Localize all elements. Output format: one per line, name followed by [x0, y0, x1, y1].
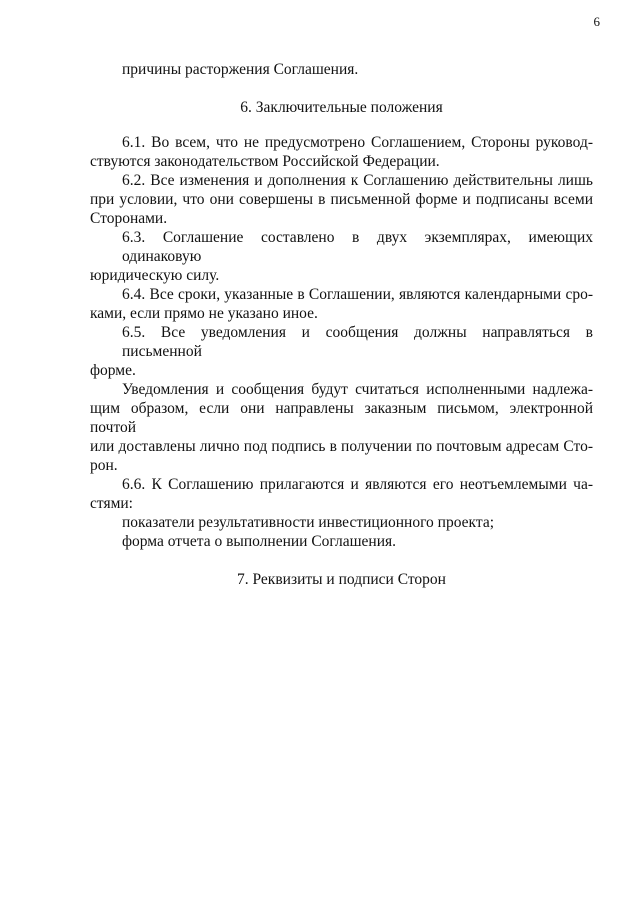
text-line: рон.: [90, 457, 118, 474]
text-line: форма отчета о выполнении Соглашения.: [122, 533, 397, 550]
text-line: ствуются законодательством Российской Федерации.: [90, 153, 440, 170]
text-line: форме.: [90, 362, 136, 379]
text-line: 6.6. К Соглашению прилагаются и являются его неотъемлемыми ча-: [122, 476, 593, 493]
text-line: 6.3. Соглашение составлено в двух экземплярах, имеющих одинаковую: [122, 229, 593, 265]
text-line: или доставлены лично под подпись в получении по почтовым адресам Сто-: [90, 438, 593, 455]
text-line: 6.1. Во всем, что не предусмотрено Соглашением, Стороны руковод-: [122, 134, 593, 151]
text-line: Сторонами.: [90, 210, 168, 227]
continuation-line: причины расторжения Соглашения.: [122, 61, 359, 78]
text-line: при условии, что они совершены в письменной форме и подписаны всеми: [90, 191, 593, 208]
text-line: щим образом, если они направлены заказным письмом, электронной почтой: [90, 400, 593, 436]
text-line: ками, если прямо не указано иное.: [90, 305, 318, 322]
text-line: юридическую силу.: [90, 267, 220, 284]
text-line: Уведомления и сообщения будут считаться исполненными надлежа-: [122, 381, 593, 398]
section-6-paragraphs: [90, 133, 593, 551]
document-body: [90, 60, 593, 589]
section-7-heading: 7. Реквизиты и подписи Сторон: [237, 571, 446, 588]
text-line: 6.2. Все изменения и дополнения к Соглашению действительны лишь: [122, 172, 593, 189]
text-line: стями:: [90, 495, 133, 512]
text-line: 6.4. Все сроки, указанные в Соглашении, являются календарными сро-: [122, 286, 593, 303]
text-line: 6.5. Все уведомления и сообщения должны направляться в письменной: [122, 324, 593, 360]
text-line: показатели результативности инвестиционного проекта;: [122, 514, 495, 531]
section-6-heading: 6. Заключительные положения: [240, 99, 443, 116]
page-number: 6: [593, 14, 600, 29]
